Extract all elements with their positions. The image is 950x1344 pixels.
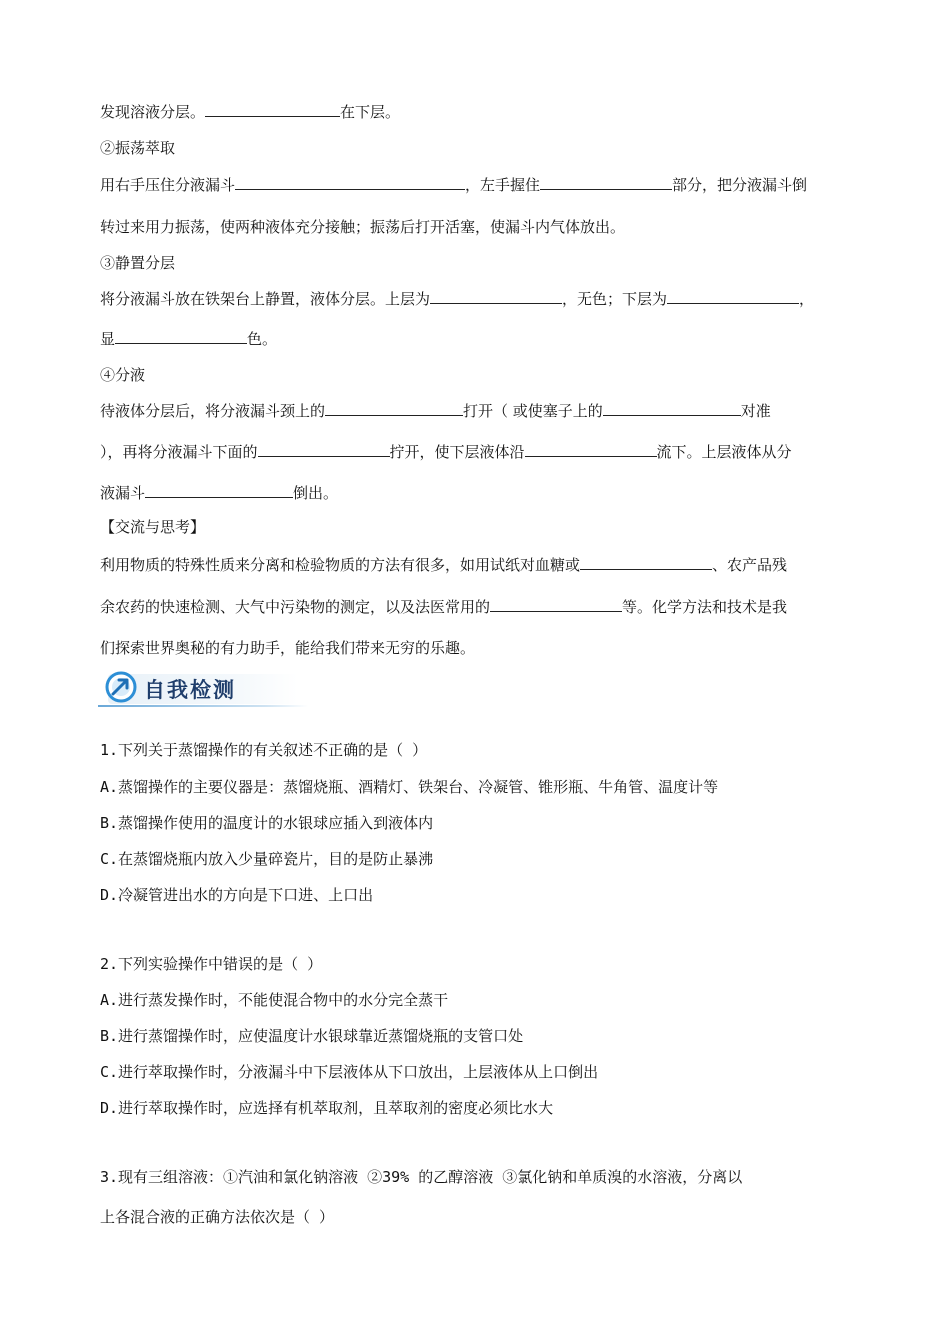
fill-blank[interactable]: [603, 401, 741, 416]
text-line-7: 显 色。: [100, 330, 278, 348]
question-2-option-c: C.进行萃取操作时，分液漏斗中下层液体从下口放出，上层液体从上口倒出: [100, 1063, 599, 1081]
question-1-option-a: A.蒸馏操作的主要仪器是：蒸馏烧瓶、酒精灯、铁架台、冷凝管、锥形瓶、牛角管、温度计等: [100, 778, 719, 796]
question-2: 2.下列实验操作中错误的是（ ）: [100, 955, 323, 973]
fill-blank[interactable]: [115, 329, 247, 344]
subsection-settle-layer: ③静置分层: [100, 254, 176, 272]
fill-blank[interactable]: [145, 483, 293, 498]
text-line-6: 将分液漏斗放在铁架台上静置，液体分层。上层为 ，无色；下层为 ，: [100, 290, 815, 308]
text-line-9: 待液体分层后，将分液漏斗颈上的 打开（ 或使塞子上的 对准: [100, 402, 771, 420]
section-heading-discussion: 【交流与思考】: [100, 518, 206, 536]
banner-underline: [98, 705, 308, 707]
text-line-10: ），再将分液漏斗下面的 拧开，使下层液体沿 流下。上层液体从分: [100, 443, 792, 461]
fill-blank[interactable]: [667, 289, 799, 304]
fill-blank[interactable]: [258, 442, 390, 457]
fill-blank[interactable]: [580, 555, 712, 570]
question-1-option-b: B.蒸馏操作使用的温度计的水银球应插入到液体内: [100, 814, 434, 832]
fill-blank[interactable]: [235, 175, 465, 190]
question-1-option-c: C.在蒸馏烧瓶内放入少量碎瓷片，目的是防止暴沸: [100, 850, 434, 868]
question-3: 3.现有三组溶液：①汽油和氯化钠溶液 ②39% 的乙醇溶液 ③氯化钠和单质溴的水溶液，分离以: [100, 1168, 743, 1186]
question-3-continued: 上各混合液的正确方法依次是（ ）: [100, 1208, 335, 1226]
fill-blank[interactable]: [205, 102, 340, 117]
fill-blank[interactable]: [540, 175, 672, 190]
question-2-option-b: B.进行蒸馏操作时，应使温度计水银球靠近蒸馏烧瓶的支管口处: [100, 1027, 524, 1045]
subsection-shake-extract: ②振荡萃取: [100, 139, 176, 157]
subsection-separate: ④分液: [100, 366, 146, 384]
text-line-3: 用右手压住分液漏斗 ，左手握住 部分，把分液漏斗倒: [100, 176, 808, 194]
fill-blank[interactable]: [525, 442, 657, 457]
text-line-15: 们探索世界奥秘的有力助手，能给我们带来无穷的乐趣。: [100, 639, 476, 657]
text-line-11: 液漏斗 倒出。: [100, 484, 339, 502]
question-2-option-a: A.进行蒸发操作时，不能使混合物中的水分完全蒸干: [100, 991, 449, 1009]
question-1-option-d: D.冷凝管进出水的方向是下口进、上口出: [100, 886, 374, 904]
fill-blank[interactable]: [490, 597, 622, 612]
question-2-option-d: D.进行萃取操作时，应选择有机萃取剂，且萃取剂的密度必须比水大: [100, 1099, 554, 1117]
text-line-4: 转过来用力振荡，使两种液体充分接触；振荡后打开活塞，使漏斗内气体放出。: [100, 218, 626, 236]
text-line-13: 利用物质的特殊性质来分离和检验物质的方法有很多，如用试纸对血糖或 、农产品残: [100, 556, 788, 574]
question-1: 1.下列关于蒸馏操作的有关叙述不正确的是（ ）: [100, 741, 428, 759]
text-line-1: 发现溶液分层。 在下层。: [100, 103, 401, 121]
fill-blank[interactable]: [325, 401, 463, 416]
banner-title: 自我检测: [144, 678, 236, 702]
self-test-banner: [98, 668, 318, 708]
text-line-14: 余农药的快速检测、大气中污染物的测定，以及法医常用的 等。化学方法和技术是我: [100, 598, 788, 616]
fill-blank[interactable]: [430, 289, 562, 304]
arrow-circle-icon: [104, 670, 138, 704]
